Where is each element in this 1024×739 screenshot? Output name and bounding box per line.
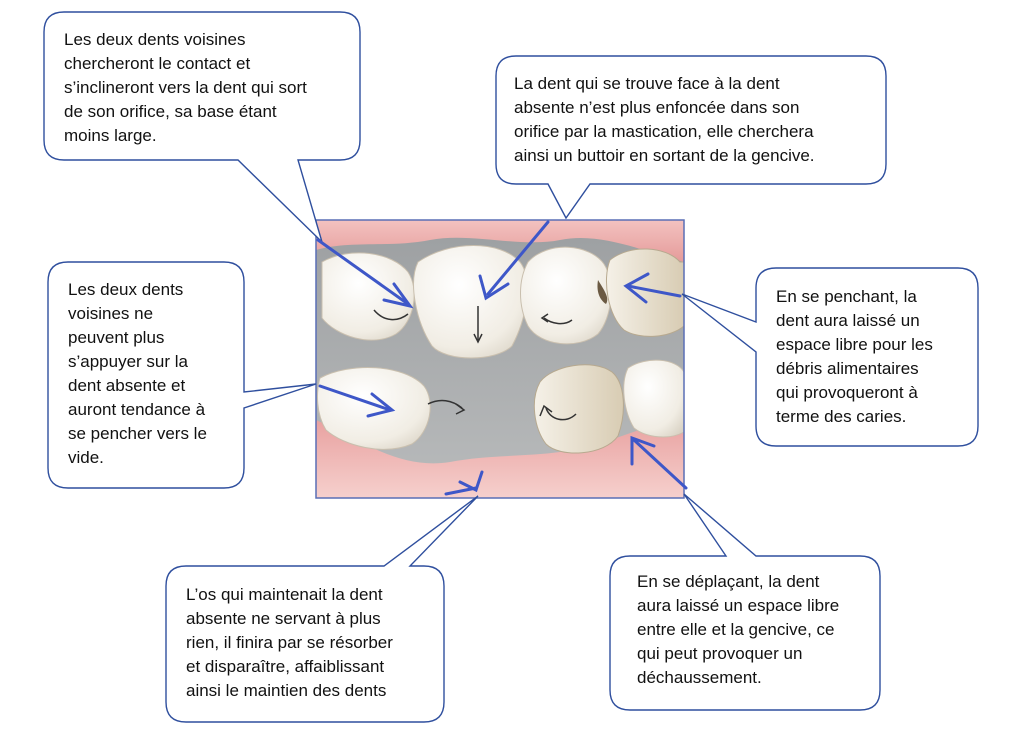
callout-line: En se penchant, la: [776, 287, 917, 306]
callout-line: ainsi un buttoir en sortant de la gencive.: [514, 146, 815, 165]
callout-line: aura laissé un espace libre: [637, 596, 840, 615]
upper-left-tooth: [322, 253, 414, 340]
callout-middle-right-text: [776, 285, 933, 429]
callout-line: de son orifice, sa base étant: [64, 102, 277, 121]
callout-line: dent absente et: [68, 376, 186, 395]
callout-line: ainsi le maintien des dents: [186, 681, 387, 700]
callout-line: moins large.: [64, 126, 157, 145]
callout-line: En se déplaçant, la dent: [637, 572, 820, 591]
callout-line: Les deux dents: [68, 280, 184, 299]
callout-line: qui peut provoquer un: [637, 644, 803, 663]
callout-line: rien, il finira par se résorber: [186, 633, 393, 652]
upper-right-tooth: [521, 247, 612, 344]
callout-line: L’os qui maintenait la dent: [186, 585, 383, 604]
callout-line: vide.: [68, 448, 104, 467]
callout-line: entre elle et la gencive, ce: [637, 620, 835, 639]
callout-line: absente ne servant à plus: [186, 609, 381, 628]
callout-line: s’inclineront vers la dent qui sort: [64, 78, 307, 97]
callout-line: espace libre pour les: [776, 335, 933, 354]
callout-bottom-right-text: [637, 570, 839, 690]
callout-line: chercheront le contact et: [64, 54, 251, 73]
callout-line: peuvent plus: [68, 328, 165, 347]
callout-top-right-text: [514, 72, 815, 168]
callout-line: débris alimentaires: [776, 359, 919, 378]
callout-line: Les deux dents voisines: [64, 30, 246, 49]
callout-line: s’appuyer sur la: [68, 352, 189, 371]
callout-line: voisines ne: [68, 304, 154, 323]
callout-line: dent aura laissé un: [776, 311, 920, 330]
callout-line: qui provoqueront à: [776, 383, 918, 402]
callout-middle-left-text: [68, 278, 207, 470]
lower-far-right-tooth: [624, 360, 684, 437]
callout-line: auront tendance à: [68, 400, 206, 419]
upper-far-right-tooth: [606, 249, 684, 336]
upper-extruded-tooth: [414, 246, 528, 359]
callout-line: absente n’est plus enfoncée dans son: [514, 98, 800, 117]
teeth-illustration: [316, 220, 684, 498]
callout-top-left-text: [64, 28, 307, 148]
callout-line: et disparaître, affaiblissant: [186, 657, 385, 676]
callout-line: terme des caries.: [776, 407, 907, 426]
callout-line: déchaussement.: [637, 668, 762, 687]
callout-line: orifice par la mastication, elle cherchera: [514, 122, 814, 141]
callout-line: La dent qui se trouve face à la dent: [514, 74, 780, 93]
callout-bottom-left-text: [186, 583, 393, 703]
callout-line: se pencher vers le: [68, 424, 207, 443]
